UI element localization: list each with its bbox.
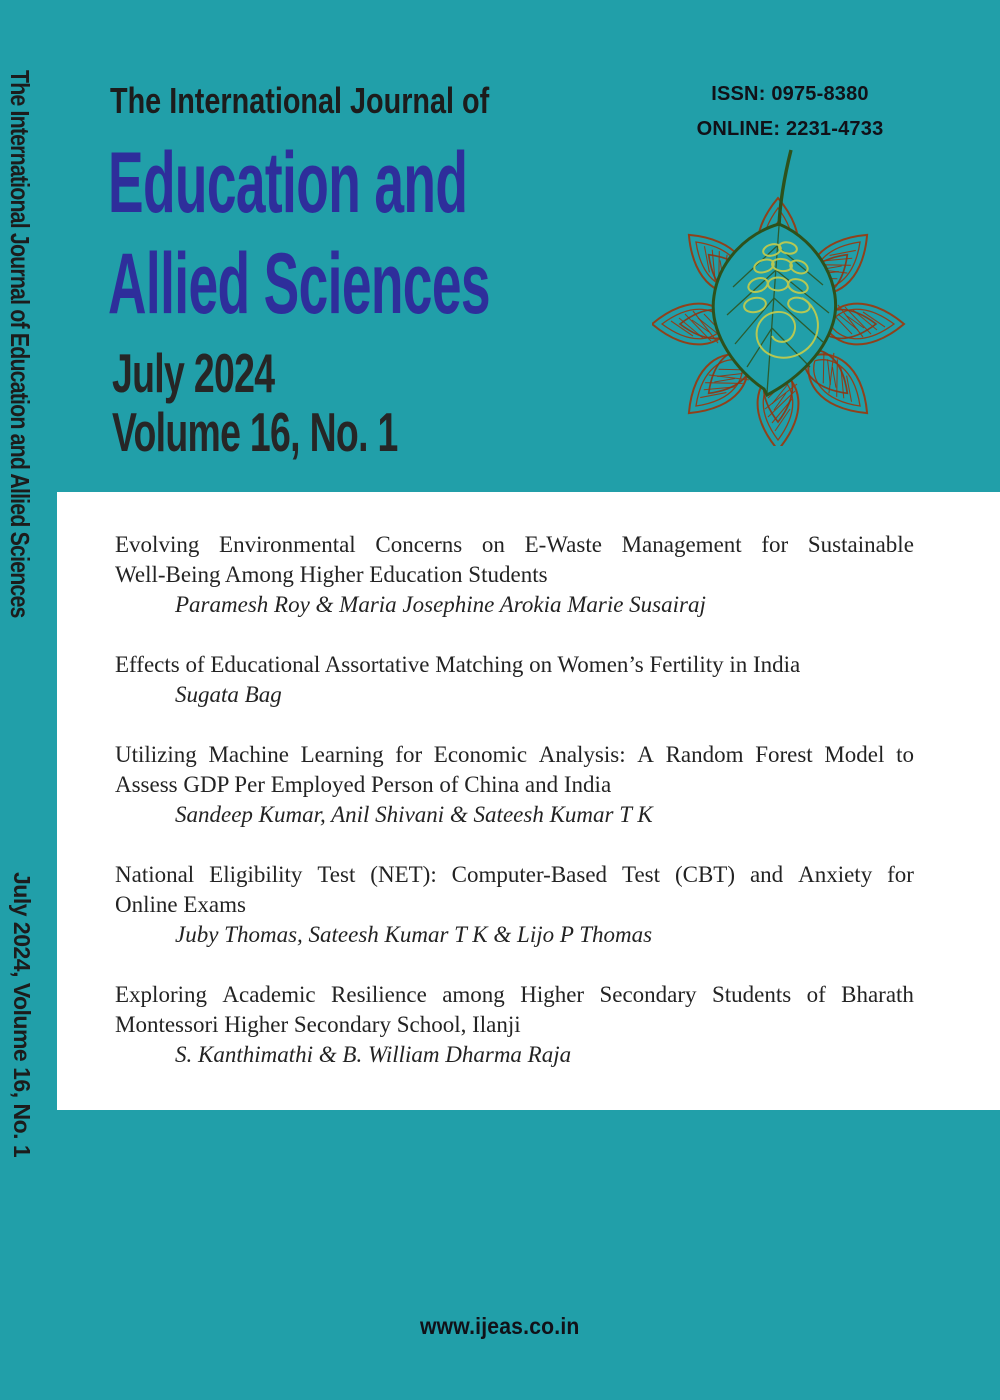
title-word: and xyxy=(749,862,784,887)
footer xyxy=(0,1313,1000,1340)
title-word: Utilizing xyxy=(115,742,197,767)
title-word: Learning xyxy=(300,742,384,767)
title-word: A xyxy=(637,742,654,767)
website-url[interactable]: www.ijeas.co.in xyxy=(420,1313,580,1339)
title-word: Environmental xyxy=(219,532,356,557)
article-title-line xyxy=(115,530,914,560)
title-word: among xyxy=(442,982,505,1007)
article-title-line: Effects of Educational Assortative Matching on Women’s Fertility in India xyxy=(115,652,801,677)
article-entry xyxy=(115,530,914,620)
title-word: Computer-Based xyxy=(451,862,608,887)
article-title-line: Well-Being Among Higher Education Students xyxy=(115,562,548,587)
article-entry xyxy=(115,740,914,830)
title-word: E-Waste xyxy=(524,532,602,557)
title-word: Test xyxy=(317,862,356,887)
spine-journal-title: The International Journal of Education and Allied Sciences xyxy=(5,70,35,618)
spine-issue-label: July 2024, Volume 16, No. 1 xyxy=(9,872,35,1158)
article-authors: Sandeep Kumar, Anil Shivani & Sateesh Kumar T K xyxy=(175,802,653,827)
article-title-line xyxy=(115,980,914,1010)
title-word: Analysis: xyxy=(538,742,626,767)
title-word: Sustainable xyxy=(807,532,914,557)
article-authors: S. Kanthimathi & B. William Dharma Raja xyxy=(175,1042,572,1067)
title-word: to xyxy=(896,742,914,767)
article-entry xyxy=(115,860,914,950)
title-word: of xyxy=(806,982,826,1007)
article-title-line: Online Exams xyxy=(115,892,246,917)
title-word: Academic xyxy=(222,982,316,1007)
title-word: Machine xyxy=(208,742,289,767)
article-title-line xyxy=(115,740,914,770)
article-authors: Sugata Bag xyxy=(175,682,282,707)
title-word: Eligibility xyxy=(209,862,303,887)
title-word: Bharath xyxy=(841,982,914,1007)
title-word: Anxiety xyxy=(798,862,873,887)
journal-title-line2: Allied Sciences xyxy=(108,236,490,332)
title-word: (CBT) xyxy=(674,862,735,887)
title-word: Test xyxy=(622,862,660,887)
title-word: Exploring xyxy=(115,982,207,1007)
title-word: for xyxy=(761,532,789,557)
article-authors: Juby Thomas, Sateesh Kumar T K & Lijo P Thomas xyxy=(175,922,653,947)
title-word: Evolving xyxy=(115,532,200,557)
articles-list xyxy=(115,530,914,1070)
article-title-line: Assess GDP Per Employed Person of China and India xyxy=(115,772,612,797)
issue-volume: Volume 16, No. 1 xyxy=(112,401,398,463)
article-title-line xyxy=(115,860,914,890)
issn-block xyxy=(660,83,920,153)
article-authors: Paramesh Roy & Maria Josephine Arokia Marie Susairaj xyxy=(175,592,706,617)
title-word: National xyxy=(115,862,195,887)
article-entry xyxy=(115,980,914,1070)
title-word: Secondary xyxy=(599,982,697,1007)
article-entry xyxy=(115,650,914,710)
title-word: Management xyxy=(621,532,742,557)
title-word: Random xyxy=(665,742,744,767)
title-word: (NET): xyxy=(370,862,437,887)
title-word: for xyxy=(887,862,914,887)
journal-title-line1: Education and xyxy=(108,135,468,231)
title-word: Concerns xyxy=(375,532,463,557)
title-word: Higher xyxy=(520,982,585,1007)
title-word: Forest xyxy=(755,742,813,767)
title-word: Resilience xyxy=(331,982,427,1007)
title-word: Economic xyxy=(433,742,528,767)
title-word: Students xyxy=(711,982,792,1007)
article-title-line: Montessori Higher Secondary School, Ilanji xyxy=(115,1012,521,1037)
issue-date: July 2024 xyxy=(112,342,275,404)
title-word: for xyxy=(395,742,423,767)
issn-online: ONLINE: 2231-4733 xyxy=(696,118,884,140)
contents-panel xyxy=(57,492,1000,1110)
issn-print: ISSN: 0975-8380 xyxy=(711,83,869,105)
title-word: on xyxy=(481,532,505,557)
title-word: Model xyxy=(824,742,885,767)
bodhi-leaf-mandala-icon xyxy=(652,146,912,446)
journal-kicker: The International Journal of xyxy=(110,80,490,121)
